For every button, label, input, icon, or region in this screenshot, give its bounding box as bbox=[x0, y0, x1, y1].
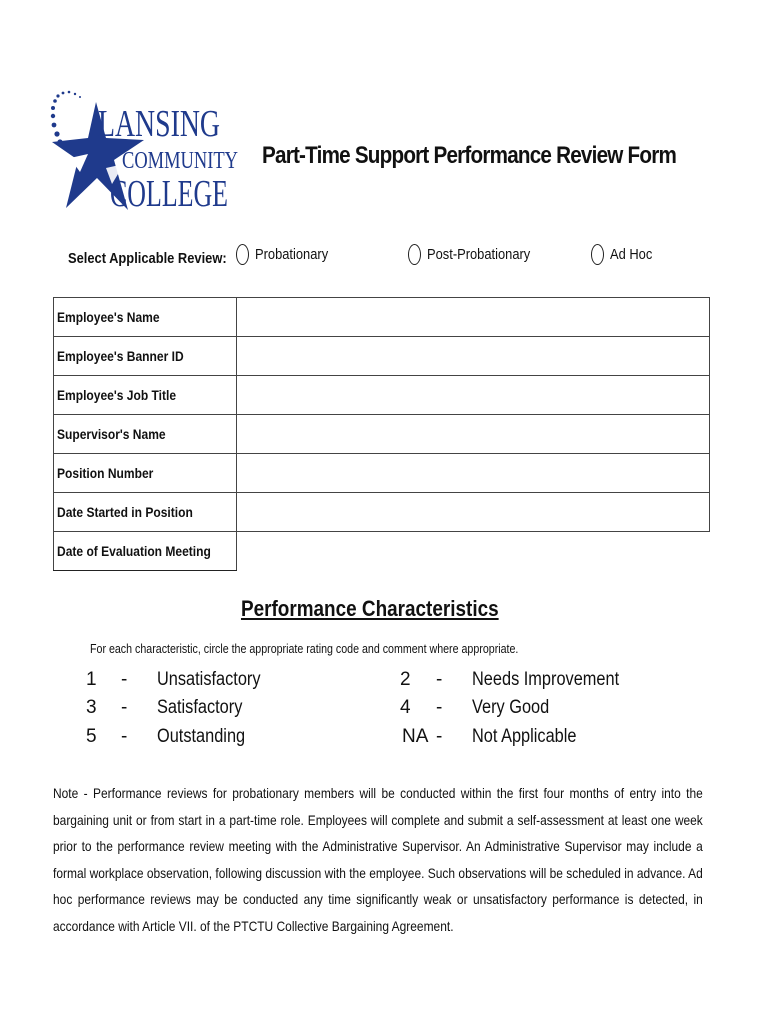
table-row bbox=[54, 376, 710, 415]
review-note: Note - Performance reviews for probationary members will be conducted within the first four months of entry into the bargaining unit or from start in a part-time role. Employees will complete and submit a self-assessment at least one week prior to the performance review meeting with the Administrative Supervisor. An Administrative Supervisor may include a formal workplace observation, following discussion with the employee. Such observations will be scheduled in advance. Ad hoc performance reviews may be conducted any time significantly weak or unsatisfactory performance is detected, in accordance with Article VII. of the PTCTU Collective Bargaining Agreement. bbox=[53, 785, 703, 934]
rating-dash: - bbox=[121, 726, 128, 747]
logo-text-college: COLLEGE bbox=[110, 173, 228, 215]
rating-code: 2 bbox=[400, 669, 411, 690]
rating-dash: - bbox=[436, 669, 443, 690]
rating-dash: - bbox=[436, 697, 443, 718]
review-select-label: Select Applicable Review: bbox=[68, 250, 227, 267]
radio-label: Post-Probationary bbox=[427, 246, 531, 263]
job-title-field[interactable] bbox=[236, 376, 709, 415]
field-label: Employee's Job Title bbox=[54, 376, 237, 415]
table-row bbox=[54, 532, 710, 571]
table-row bbox=[54, 298, 710, 337]
rating-code: 4 bbox=[400, 697, 411, 718]
logo-text-community: COMMUNITY bbox=[122, 148, 238, 174]
radio-circle-icon[interactable] bbox=[408, 244, 421, 265]
rating-code: NA bbox=[402, 726, 429, 747]
radio-circle-icon[interactable] bbox=[591, 244, 604, 265]
radio-ad-hoc[interactable] bbox=[591, 244, 659, 265]
field-label: Supervisor's Name bbox=[54, 415, 237, 454]
radio-post-probationary[interactable] bbox=[408, 244, 547, 265]
banner-id-field[interactable] bbox=[236, 337, 709, 376]
rating-dash: - bbox=[436, 726, 443, 747]
radio-probationary[interactable] bbox=[236, 244, 340, 265]
table-row bbox=[54, 454, 710, 493]
rating-instructions: For each characteristic, circle the appropriate rating code and comment where appropriate. bbox=[90, 641, 519, 656]
field-label: Employee's Banner ID bbox=[54, 337, 237, 376]
rating-code: 1 bbox=[86, 669, 97, 690]
radio-circle-icon[interactable] bbox=[236, 244, 249, 265]
rating-desc: Satisfactory bbox=[157, 697, 243, 718]
form-title: Part-Time Support Performance Review Form bbox=[262, 142, 677, 169]
date-started-field[interactable] bbox=[236, 493, 709, 532]
table-row bbox=[54, 337, 710, 376]
rating-dash: - bbox=[121, 669, 128, 690]
table-row bbox=[54, 415, 710, 454]
rating-desc: Outstanding bbox=[157, 726, 246, 747]
supervisor-name-field[interactable] bbox=[236, 415, 709, 454]
table-row bbox=[54, 493, 710, 532]
employee-info-table bbox=[53, 297, 710, 571]
position-number-field[interactable] bbox=[236, 454, 709, 493]
rating-desc: Very Good bbox=[472, 697, 550, 718]
radio-label: Ad Hoc bbox=[610, 246, 653, 263]
radio-label: Probationary bbox=[255, 246, 329, 263]
college-logo bbox=[48, 88, 243, 216]
field-label: Employee's Name bbox=[54, 298, 237, 337]
employee-name-field[interactable] bbox=[236, 298, 709, 337]
rating-code: 5 bbox=[86, 726, 97, 747]
rating-desc: Unsatisfactory bbox=[157, 669, 261, 690]
logo-star-arc bbox=[51, 91, 81, 145]
evaluation-date-field[interactable] bbox=[236, 532, 709, 571]
rating-code: 3 bbox=[86, 697, 97, 718]
performance-heading: Performance Characteristics bbox=[241, 596, 499, 621]
field-label: Date Started in Position bbox=[54, 493, 237, 532]
rating-dash: - bbox=[121, 697, 128, 718]
field-label: Position Number bbox=[54, 454, 237, 493]
logo-text-lansing: LANSING bbox=[98, 103, 220, 145]
rating-desc: Needs Improvement bbox=[472, 669, 620, 690]
rating-desc: Not Applicable bbox=[472, 726, 577, 747]
field-label: Date of Evaluation Meeting bbox=[54, 532, 237, 571]
